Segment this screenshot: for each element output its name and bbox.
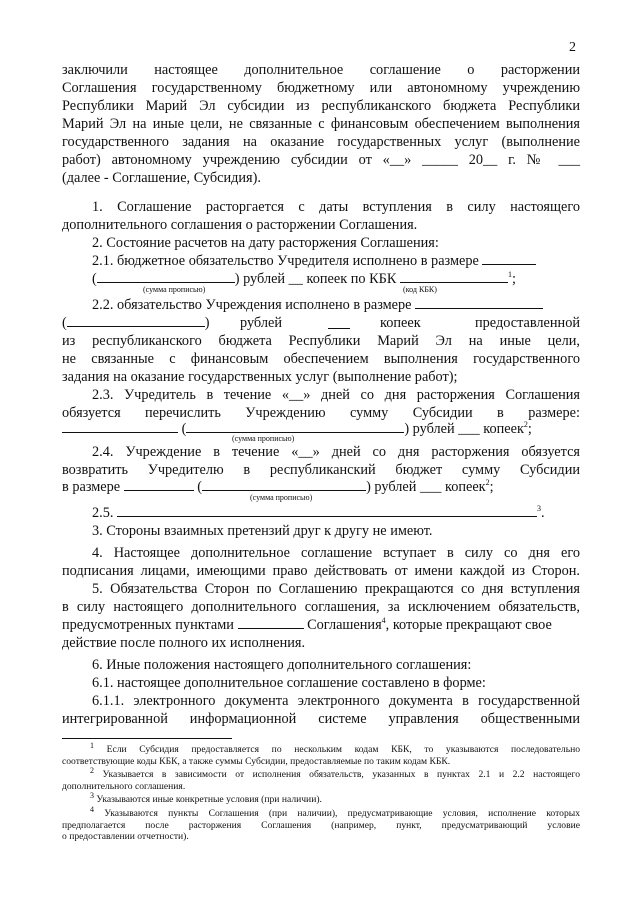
footnote-mark: 2: [90, 765, 94, 775]
paragraph-2: 2. Состояние расчетов на дату расторжения Соглашения:: [92, 235, 439, 251]
paragraph-2-5: 2.5. $^3$.: [92, 504, 545, 521]
blank-line: [328, 316, 350, 329]
blank-line: [124, 478, 194, 491]
text-line: в размере ( ) рублей ___ копеек$^2$;: [62, 478, 494, 495]
footnote-mark: 3: [90, 790, 94, 800]
footnote-text: предполагается после расторжения Соглашения (например, пункт, предусматривающий условие: [62, 819, 580, 831]
blank-line: [62, 420, 178, 433]
blank-line: [400, 270, 508, 283]
text-line: Марий Эл на иные цели, не связанные с финансовым обеспечением выполнения: [62, 116, 580, 132]
text-segment: предусмотренных пунктами: [62, 617, 234, 633]
text-segment: рублей: [240, 315, 282, 331]
blank-line: [67, 314, 205, 327]
paragraph-2-1: [92, 252, 610, 270]
text-line: работ) автономному учреждению субсидии от «__» _____ 20__ г. № ___: [62, 152, 580, 168]
paragraph-2-4: 2.4. Учреждение в течение «__» дней со дня расторжения обязуется: [92, 444, 580, 460]
paragraph-1: 1. Соглашение расторгается с даты вступления в силу настоящего: [92, 199, 580, 215]
footnote-text: Указывается в зависимости от исполнения обязательств, указанных в пунктах 2.1 и 2.2 настоящего: [102, 769, 580, 780]
page-number: 2: [569, 40, 576, 55]
text-line: подписания лицами, имеющими право действовать от имени каждой из Сторон.: [62, 563, 580, 579]
paragraph-2-3: 2.3. Учредитель в течение «__» дней со дня расторжения Соглашения: [92, 387, 580, 403]
footnote-text: Если Субсидия предоставляется по нескольким кодам КБК, то указываются последовательно: [106, 744, 580, 755]
text-line: (далее - Соглашение, Субсидия).: [62, 170, 261, 186]
blank-line: [238, 616, 304, 629]
footnote-1: [62, 740, 580, 767]
blank-line: [117, 504, 537, 517]
text-line: дополнительного соглашения о расторжении Соглашения.: [62, 217, 418, 233]
text-line: государственного задания на оказание государственных услуг (выполнение: [62, 134, 580, 150]
footnote-mark: 4: [90, 804, 94, 814]
footnote-ref: 2: [523, 420, 528, 430]
text-line: возвратить Учредителю в республиканский бюджет сумму Субсидии: [62, 462, 580, 478]
paragraph-6: 6. Иные положения настоящего дополнительного соглашения:: [92, 657, 472, 673]
paragraph-5: 5. Обязательства Сторон по Соглашению прекращаются со дня вступления: [92, 581, 580, 597]
text-segment: 2.5.: [92, 505, 114, 521]
text-line: действие после полного их исполнения.: [62, 635, 306, 651]
footnote-separator: [62, 738, 232, 739]
footnote-mark: 1: [90, 740, 94, 750]
text-line: задания на оказание государственных услуг (выполнение работ);: [62, 369, 458, 385]
caption-amount-words: (сумма прописью): [250, 493, 313, 502]
paragraph-4: 4. Настоящее дополнительное соглашение вступает в силу со дня его: [92, 545, 580, 561]
footnote-text: Указываются иные конкретные условия (при наличии).: [96, 794, 322, 805]
text-line: обязуется перечислить Учреждению сумму Субсидии в размере:: [62, 405, 580, 421]
text-line: интегрированной информационной системе управления общественными: [62, 711, 580, 727]
text-line: Соглашения государственному бюджетному или автономному учреждению: [62, 80, 580, 96]
text-line: из республиканского бюджета Республики Марий Эл на иные цели,: [62, 333, 580, 349]
footnote-text: Указываются пункты Соглашения (при наличии), предусматривающие условия, исполнение которых: [104, 808, 580, 819]
text-segment: Соглашения: [307, 617, 382, 633]
text-segment: копеек: [380, 315, 421, 331]
paragraph-6-1: 6.1. настоящее дополнительное соглашение составлено в форме:: [92, 675, 486, 691]
caption-amount-words: (сумма прописью): [143, 285, 206, 294]
caption-amount-words: (сумма прописью): [232, 434, 295, 443]
footnote-2: [62, 765, 580, 792]
caption-kbk: (код КБК): [403, 285, 437, 294]
blank-line: [482, 252, 536, 265]
text-segment: ) рублей ___ копеек: [404, 421, 524, 437]
text-line: [62, 616, 580, 634]
blank-line: [97, 270, 235, 283]
text-segment: , которые прекращают свое: [385, 617, 552, 633]
paragraph-2-2: [92, 296, 610, 314]
text-segment: 2.1. бюджетное обязательство Учредителя исполнено в размере: [92, 253, 479, 269]
text-line: в силу настоящего дополнительного соглашения, за исключением обязательств,: [62, 599, 580, 615]
footnote-ref: 2: [485, 478, 490, 488]
footnote-text: дополнительного соглашения.: [62, 780, 186, 792]
text-segment: в размере: [62, 479, 121, 495]
paragraph-3: 3. Стороны взаимных претензий друг к другу не имеют.: [92, 523, 433, 539]
footnote-text: соответствующие коды КБК, а также суммы Субсидии, предоставляемые по таким кодам КБК.: [62, 755, 451, 767]
footnote-ref: 3: [537, 504, 542, 514]
text-segment: предоставленной: [475, 315, 580, 331]
blank-line: [202, 478, 366, 491]
text-line: ( ) рублей ___ копеек$^2$;: [62, 420, 580, 438]
blank-line: [415, 296, 543, 309]
text-line: Республики Марий Эл субсидии из республиканского бюджета Республики: [62, 98, 580, 114]
footnote-3: [62, 790, 580, 806]
footnote-ref: 1: [507, 270, 512, 280]
text-segment: ) рублей ___ копеек: [366, 479, 486, 495]
text-line: ( ) рублей __ копеек по КБК $^1$;: [92, 270, 516, 287]
footnote-text: о предоставлении отчетности).: [62, 831, 189, 842]
text-line: заключили настоящее дополнительное соглашение о расторжении: [62, 62, 580, 78]
blank-line: [186, 420, 404, 433]
text-segment: (: [92, 271, 97, 287]
text-segment: 2.2. обязательство Учреждения исполнено в размере: [92, 297, 412, 313]
text-segment: ) рублей __ копеек по КБК: [234, 271, 397, 287]
text-line: не связанные с финансовым обеспечением выполнения государственного: [62, 351, 580, 367]
footnote-ref: 4: [381, 616, 386, 626]
paragraph-6-1-1: 6.1.1. электронного документа электронного документа в государственной: [92, 693, 580, 709]
text-line: ( ) рублей копеек предоставленной: [62, 315, 580, 331]
footnote-4: [62, 804, 580, 843]
